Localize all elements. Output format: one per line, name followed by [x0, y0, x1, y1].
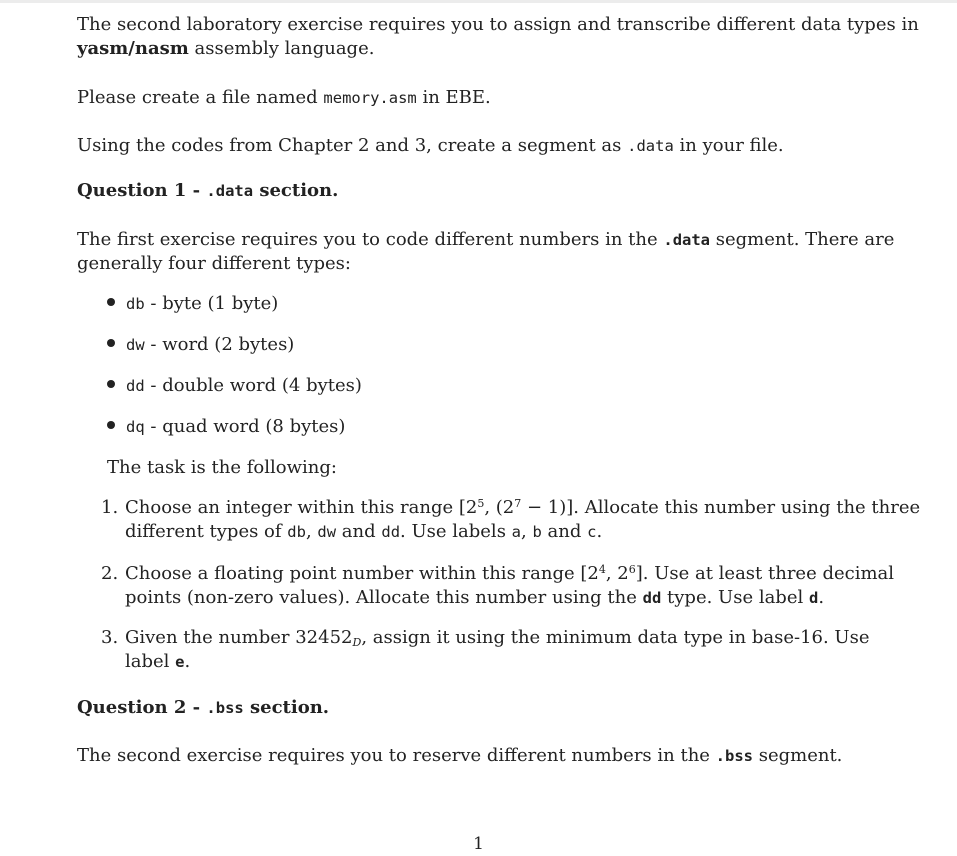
- type-code: db: [126, 295, 145, 313]
- task-3-line-1: Given the number $32452_D$, assign it using the minimum data type in base-16. Use: [125, 627, 870, 649]
- q1-data-code: .data: [663, 231, 711, 249]
- q1-text-a: The first exercise requires you to code different numbers in the: [77, 229, 664, 250]
- question-1-paragraph: [77, 228, 895, 276]
- bullet-icon: [107, 339, 115, 347]
- question-1-code: .data: [206, 182, 254, 200]
- task-3-line-2: label e.: [125, 651, 191, 672]
- file-instruction-end: in EBE.: [416, 87, 491, 108]
- page-number: 1: [473, 834, 484, 854]
- type-code: dw: [126, 336, 145, 354]
- segment-code: .data: [627, 137, 674, 155]
- task-number: 2.: [101, 563, 119, 584]
- type-desc: - word (2 bytes): [144, 334, 295, 355]
- task-intro-text: The task is the following:: [107, 457, 337, 478]
- task-number: 1.: [101, 497, 119, 518]
- bullet-icon: [107, 421, 115, 429]
- intro-bold-term: yasm/nasm: [77, 38, 189, 59]
- type-desc: - byte (1 byte): [144, 293, 279, 314]
- intro-paragraph: [77, 13, 919, 61]
- question-1-suffix: section.: [253, 180, 339, 201]
- type-desc: - double word (4 bytes): [144, 375, 362, 396]
- q1-text-b: segment. There are: [710, 229, 895, 250]
- file-instruction: [77, 86, 862, 110]
- question-1-heading: [77, 179, 862, 203]
- task-2-line-1: Choose a floating point number within this range [$2^4$, $2^6$]. Use at least three decimal: [125, 563, 895, 584]
- segment-instruction-text: Using the codes from Chapter 2 and 3, create a segment as: [77, 135, 628, 156]
- q2-bss-code: .bss: [715, 747, 753, 765]
- type-desc: - quad word (8 bytes): [144, 416, 346, 437]
- filename-code: memory.asm: [323, 89, 417, 107]
- task-item-1: [101, 496, 921, 544]
- list-item: [107, 333, 294, 357]
- task-number: 3.: [101, 627, 119, 648]
- task-item-2: [101, 562, 895, 610]
- task-2-line-2: points (non-zero values). Allocate this number using the dd type. Use label d.: [125, 587, 825, 608]
- list-item: [107, 415, 345, 439]
- type-code: dd: [126, 377, 145, 395]
- bullet-icon: [107, 298, 115, 306]
- intro-line-2-rest: assembly language.: [188, 38, 375, 59]
- segment-instruction-end: in your file.: [673, 135, 784, 156]
- task-1-line-2: different types of db, dw and dd. Use labels a, b and c.: [125, 521, 603, 542]
- segment-instruction: [77, 134, 862, 158]
- q2-text-b: segment.: [753, 745, 843, 766]
- task-item-3: [101, 626, 870, 674]
- task-1-line-1: Choose an integer within this range [$2^5$, $(2^7 - 1)$]. Allocate this number using the three: [125, 497, 921, 518]
- intro-line-1: The second laboratory exercise requires you to assign and transcribe different data types in: [77, 14, 919, 35]
- type-code: dq: [126, 418, 145, 436]
- question-2-code: .bss: [206, 699, 244, 717]
- bullet-icon: [107, 380, 115, 388]
- question-2-heading: [77, 696, 862, 720]
- q1-text-c: generally four different types:: [77, 253, 351, 274]
- list-item: [107, 292, 278, 316]
- question-1-label: Question 1 -: [77, 180, 207, 201]
- question-2-suffix: section.: [243, 697, 330, 718]
- q2-text-a: The second exercise requires you to reserve different numbers in the: [77, 745, 716, 766]
- question-2-paragraph: [77, 744, 862, 768]
- file-instruction-text: Please create a file named: [77, 87, 324, 108]
- list-item: [107, 374, 362, 398]
- question-2-label: Question 2 -: [77, 697, 207, 718]
- task-intro: [107, 456, 862, 480]
